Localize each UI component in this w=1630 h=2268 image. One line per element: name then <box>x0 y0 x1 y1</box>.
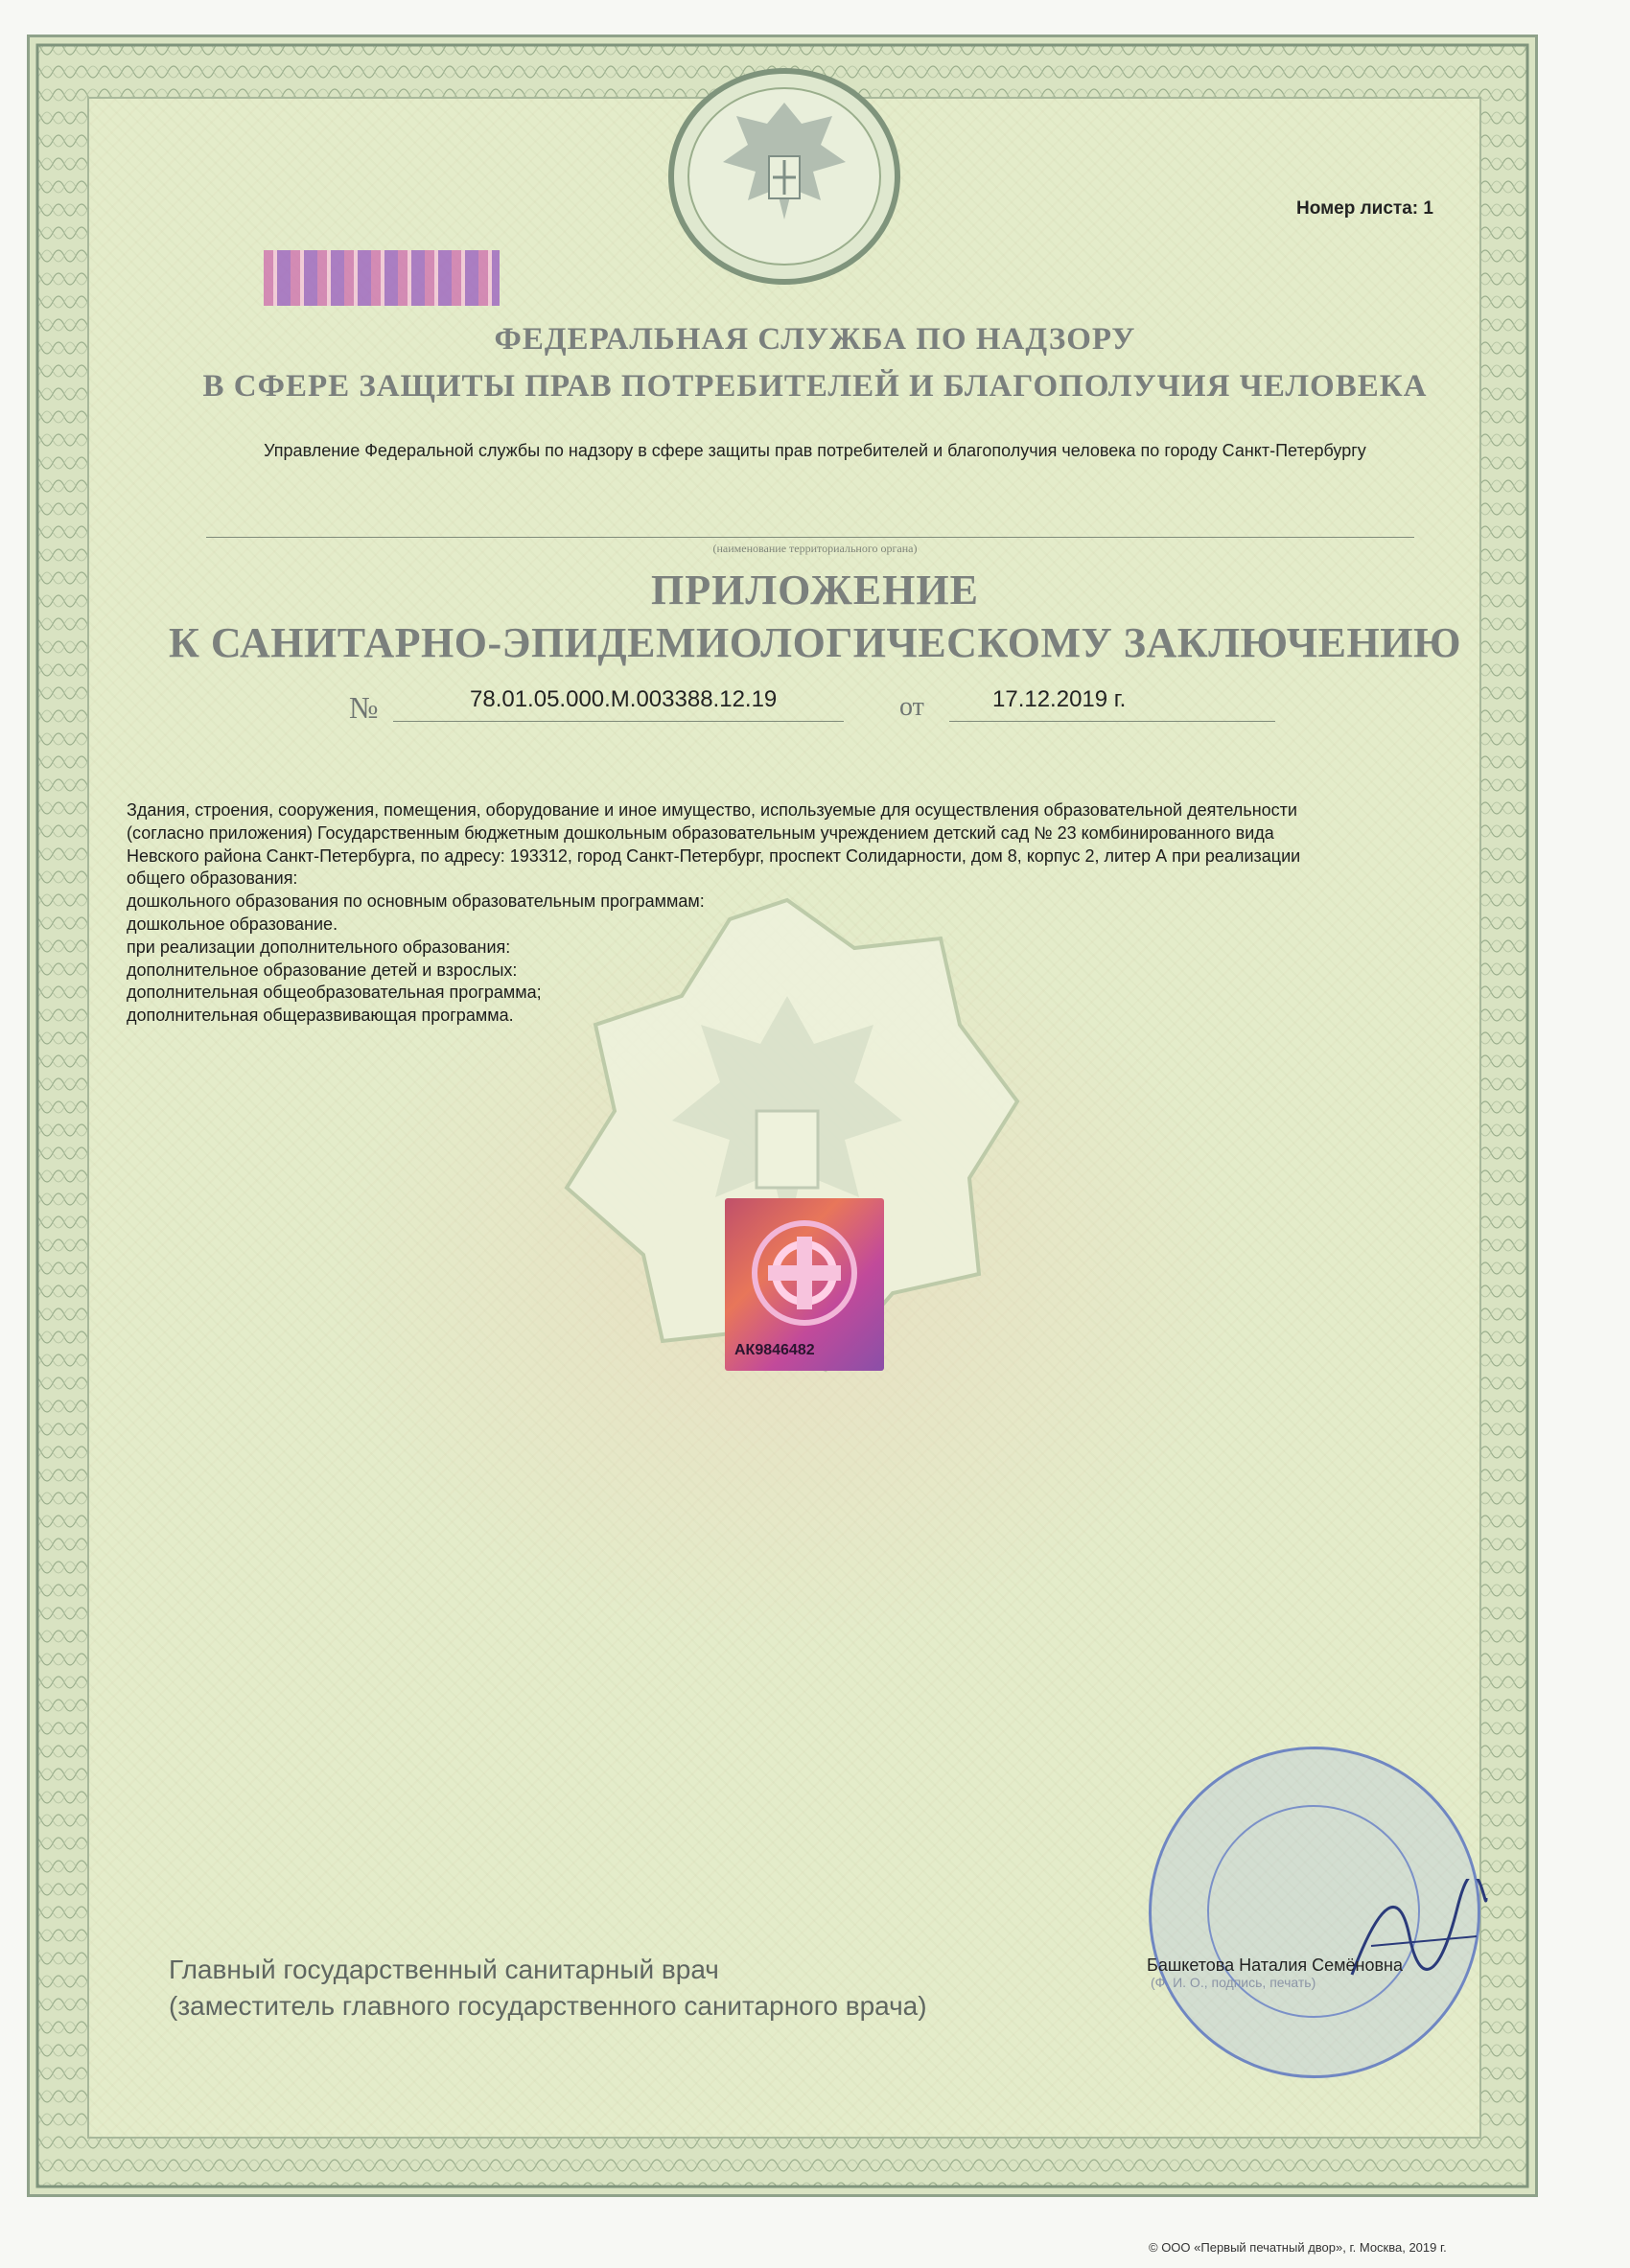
number-rule <box>393 721 844 722</box>
body-line: (согласно приложения) Государственным бюджетным дошкольным образовательным учреждением детский сад № 23 комбинированного вида <box>127 822 1274 843</box>
body-text <box>127 799 1450 1028</box>
title-line-2: К САНИТАРНО-ЭПИДЕМИОЛОГИЧЕСКОМУ ЗАКЛЮЧЕНИЮ <box>168 619 1461 666</box>
signature-title-line-2: (заместитель главного государственного санитарного врача) <box>169 1991 927 2021</box>
body-line: Здания, строения, сооружения, помещения, оборудование и иное имущество, используемые для осуществления образовательной деятельности <box>127 800 1297 820</box>
date-rule <box>949 721 1275 722</box>
sheet-number: Номер листа: 1 <box>1296 198 1433 219</box>
signature-icon <box>1342 1879 1496 1994</box>
date-value: 17.12.2019 г. <box>992 686 1127 712</box>
hologram-symbol-icon <box>725 1198 884 1342</box>
signer-name: Башкетова Наталия Семёновна <box>1147 1956 1404 1975</box>
signature-title <box>169 1952 927 2025</box>
title-line-1: ПРИЛОЖЕНИЕ <box>651 567 979 613</box>
body-line: дошкольного образования по основным образовательным программам: <box>127 891 705 912</box>
number-value: 78.01.05.000.М.003388.12.19 <box>470 686 778 712</box>
hologram-strip-icon <box>264 250 500 306</box>
number-label: № <box>349 690 379 725</box>
body-line: дополнительная общеобразовательная программа; <box>127 983 542 1003</box>
signature-title-line-1: Главный государственный санитарный врач <box>169 1955 719 1984</box>
hologram-icon <box>725 1198 884 1371</box>
body-line: Невского района Санкт-Петербурга, по адресу: 193312, город Санкт-Петербург, проспект Солидарности, дом 8, корпус 2, литер А при реализации <box>127 845 1301 866</box>
body-line: дополнительное образование детей и взрослых: <box>127 960 518 980</box>
printer-footer: © ООО «Первый печатный двор», г. Москва, 2019 г. <box>1149 2240 1447 2255</box>
body-line: при реализации дополнительного образования: <box>127 937 511 957</box>
body-line: общего образования: <box>127 868 298 889</box>
emblem-icon <box>660 57 909 306</box>
date-label: от <box>899 692 924 722</box>
organization-name: Управление Федеральной службы по надзору в сфере защиты прав потребителей и благополучия человека по городу Санкт-Петербургу <box>264 441 1366 460</box>
organization-rule <box>206 537 1414 538</box>
signer-caption: (Ф. И. О., подпись, печать) <box>1151 1975 1316 1990</box>
body-line: дошкольное образование. <box>127 914 338 934</box>
hologram-code: АК9846482 <box>734 1342 815 1358</box>
body-line: дополнительная общеразвивающая программа. <box>127 1006 514 1026</box>
header-line-2: В СФЕРЕ ЗАЩИТЫ ПРАВ ПОТРЕБИТЕЛЕЙ И БЛАГОПОЛУЧИЯ ЧЕЛОВЕКА <box>202 369 1428 404</box>
header-line-1: ФЕДЕРАЛЬНАЯ СЛУЖБА ПО НАДЗОРУ <box>494 322 1136 357</box>
organization-caption: (наименование территориального органа) <box>712 542 918 555</box>
